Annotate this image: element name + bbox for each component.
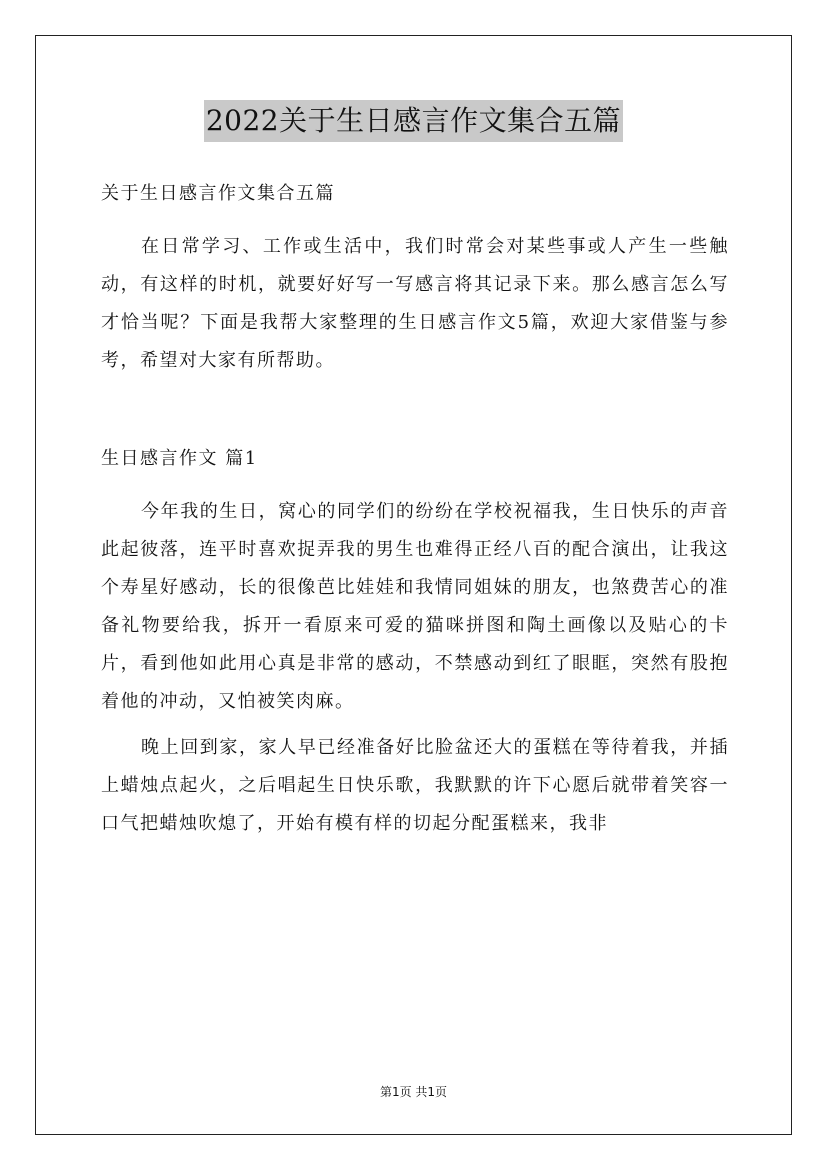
intro-paragraph: 在日常学习、工作或生活中，我们时常会对某些事或人产生一些触动，有这样的时机，就要好好写一写感言将其记录下来。那么感言怎么写才恰当呢？下面是我帮大家整理的生日感言作文5篇，欢迎大家借鉴与参考，希望对大家有所帮助。: [101, 236, 729, 371]
document-subtitle: 关于生日感言作文集合五篇: [101, 183, 335, 204]
document-title-text: 2022关于生日感言作文集合五篇: [204, 100, 623, 142]
section-heading-1: 生日感言作文 篇1: [101, 448, 258, 469]
document-body: [101, 175, 729, 843]
section-1-paragraph-1: 今年我的生日，窝心的同学们的纷纷在学校祝福我，生日快乐的声音此起彼落，连平时喜欢捉弄我的男生也难得正经八百的配合演出，让我这个寿星好感动，长的很像芭比娃娃和我情同姐妹的朋友，也煞费苦心的准备礼物要给我，拆开一看原来可爱的猫咪拼图和陶土画像以及贴心的卡片，看到他如此用心真是非常的感动，不禁感动到红了眼眶，突然有股抱着他的冲动，又怕被笑肉麻。: [101, 501, 729, 712]
section-1-paragraph-2: 晚上回到家，家人早已经准备好比脸盆还大的蛋糕在等待着我，并插上蜡烛点起火，之后唱起生日快乐歌，我默默的许下心愿后就带着笑容一口气把蜡烛吹熄了，开始有模有样的切起分配蛋糕来，我非: [101, 737, 729, 834]
document-title: [0, 100, 827, 142]
page-footer: 第1页 共1页: [379, 1085, 448, 1099]
